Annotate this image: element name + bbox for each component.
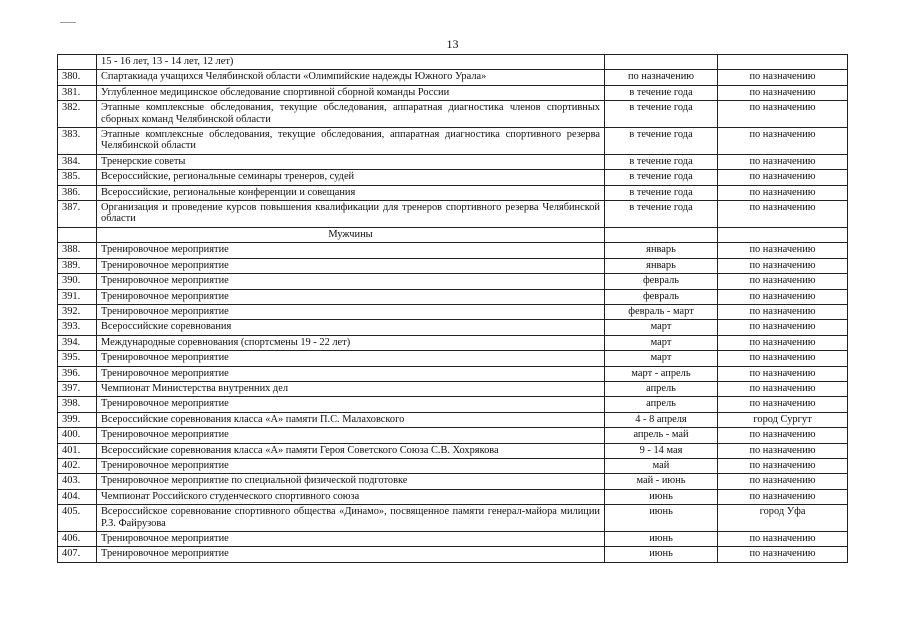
table-row [58, 154, 848, 169]
row-number: 394. [58, 335, 97, 350]
event-name: Тренерские советы [97, 154, 605, 169]
row-number: 406. [58, 532, 97, 547]
table-row [58, 258, 848, 273]
row-number: 393. [58, 320, 97, 335]
event-name: Тренировочное мероприятие [97, 428, 605, 443]
event-name: Тренировочное мероприятие [97, 547, 605, 562]
event-location: по назначению [718, 258, 848, 273]
event-location: по назначению [718, 351, 848, 366]
event-dates: июнь [605, 532, 718, 547]
event-location: по назначению [718, 458, 848, 473]
event-name: Тренировочное мероприятие [97, 366, 605, 381]
row-number: 392. [58, 304, 97, 319]
table-row [58, 381, 848, 396]
row-number: 382. [58, 101, 97, 128]
table-row [58, 85, 848, 100]
table-row [58, 397, 848, 412]
section-row [58, 227, 848, 242]
event-location: по назначению [718, 154, 848, 169]
event-location [718, 55, 848, 70]
event-location: по назначению [718, 201, 848, 228]
event-dates: в течение года [605, 85, 718, 100]
event-name: Всероссийские, региональные семинары тренеров, судей [97, 170, 605, 185]
row-number: 390. [58, 274, 97, 289]
table-row [58, 443, 848, 458]
event-name: Тренировочное мероприятие [97, 351, 605, 366]
row-number: 400. [58, 428, 97, 443]
event-location: по назначению [718, 70, 848, 85]
row-number: 386. [58, 185, 97, 200]
event-location: по назначению [718, 335, 848, 350]
event-dates: июнь [605, 505, 718, 532]
event-name: Международные соревнования (спортсмены 19 - 22 лет) [97, 335, 605, 350]
row-number: 388. [58, 243, 97, 258]
event-name: Тренировочное мероприятие [97, 289, 605, 304]
row-number: 391. [58, 289, 97, 304]
event-location: по назначению [718, 381, 848, 396]
event-name: Тренировочное мероприятие [97, 458, 605, 473]
event-name: Тренировочное мероприятие [97, 532, 605, 547]
table-row [58, 289, 848, 304]
event-dates: апрель [605, 381, 718, 396]
event-name: Тренировочное мероприятие [97, 274, 605, 289]
row-number [58, 227, 97, 242]
row-number: 407. [58, 547, 97, 562]
table-row [58, 243, 848, 258]
event-name: Тренировочное мероприятие [97, 243, 605, 258]
event-location: по назначению [718, 243, 848, 258]
event-name: Тренировочное мероприятие [97, 258, 605, 273]
event-name: Этапные комплексные обследования, текущие обследования, аппаратная диагностика членов спортивных сборных команд Челябинской области [97, 101, 605, 128]
event-location: по назначению [718, 185, 848, 200]
event-name: Тренировочное мероприятие [97, 397, 605, 412]
event-dates: по назначению [605, 70, 718, 85]
event-dates: март [605, 320, 718, 335]
event-name: Организация и проведение курсов повышения квалификации для тренеров спортивного резерва Челябинской области [97, 201, 605, 228]
table-row [58, 274, 848, 289]
table-row [58, 489, 848, 504]
table-row [58, 335, 848, 350]
row-number: 401. [58, 443, 97, 458]
row-number: 383. [58, 128, 97, 155]
event-dates: 4 - 8 апреля [605, 412, 718, 427]
event-dates: июнь [605, 547, 718, 562]
event-location [718, 227, 848, 242]
table-row [58, 170, 848, 185]
event-dates: март [605, 351, 718, 366]
table-row [58, 366, 848, 381]
event-name: Этапные комплексные обследования, текущие обследования, аппаратная диагностика спортивного резерва Челябинской области [97, 128, 605, 155]
continuation-row [58, 55, 848, 70]
event-name: Спартакиада учащихся Челябинской области «Олимпийские надежды Южного Урала» [97, 70, 605, 85]
event-dates [605, 227, 718, 242]
event-name: Чемпионат Министерства внутренних дел [97, 381, 605, 396]
row-number: 389. [58, 258, 97, 273]
event-name: Всероссийское соревнование спортивного общества «Динамо», посвященное памяти генерал-майора милиции Р.З. Файрузова [97, 505, 605, 532]
event-location: по назначению [718, 547, 848, 562]
row-number [58, 55, 97, 70]
row-number: 396. [58, 366, 97, 381]
table-row [58, 532, 848, 547]
event-location: по назначению [718, 474, 848, 489]
event-dates: в течение года [605, 154, 718, 169]
event-dates: март - апрель [605, 366, 718, 381]
table-row [58, 185, 848, 200]
corner-mark [60, 22, 76, 23]
page-number: 13 [446, 37, 459, 51]
table-row [58, 458, 848, 473]
event-location: по назначению [718, 397, 848, 412]
table-row [58, 128, 848, 155]
event-dates: январь [605, 243, 718, 258]
event-name: Чемпионат Российского студенческого спортивного союза [97, 489, 605, 504]
row-number: 398. [58, 397, 97, 412]
event-location: по назначению [718, 128, 848, 155]
table-row [58, 70, 848, 85]
table-row [58, 320, 848, 335]
event-name: Тренировочное мероприятие [97, 304, 605, 319]
event-location: по назначению [718, 320, 848, 335]
event-name: Углубленное медицинское обследование спортивной сборной команды России [97, 85, 605, 100]
event-dates: май - июнь [605, 474, 718, 489]
table-row [58, 201, 848, 228]
table-row [58, 351, 848, 366]
event-location: по назначению [718, 85, 848, 100]
event-dates: в течение года [605, 101, 718, 128]
event-dates: в течение года [605, 185, 718, 200]
event-location: город Уфа [718, 505, 848, 532]
event-dates: февраль [605, 289, 718, 304]
table-row [58, 428, 848, 443]
event-dates [605, 55, 718, 70]
event-location: по назначению [718, 101, 848, 128]
row-number: 403. [58, 474, 97, 489]
event-dates: в течение года [605, 170, 718, 185]
event-location: по назначению [718, 443, 848, 458]
event-name: Всероссийские соревнования класса «А» памяти Героя Советского Союза С.В. Хохрякова [97, 443, 605, 458]
row-number: 387. [58, 201, 97, 228]
event-location: по назначению [718, 170, 848, 185]
event-location: по назначению [718, 489, 848, 504]
events-table [57, 54, 848, 563]
table-row [58, 474, 848, 489]
table-row [58, 547, 848, 562]
event-dates: июнь [605, 489, 718, 504]
event-name: Всероссийские соревнования [97, 320, 605, 335]
event-location: по назначению [718, 289, 848, 304]
event-dates: в течение года [605, 201, 718, 228]
event-name: Всероссийские, региональные конференции и совещания [97, 185, 605, 200]
event-dates: май [605, 458, 718, 473]
section-title: Мужчины [97, 227, 605, 242]
row-number: 380. [58, 70, 97, 85]
table-row [58, 412, 848, 427]
event-dates: 9 - 14 мая [605, 443, 718, 458]
table-row [58, 304, 848, 319]
table-row [58, 101, 848, 128]
rows-before [58, 55, 848, 228]
event-dates: февраль [605, 274, 718, 289]
row-number: 405. [58, 505, 97, 532]
event-dates: февраль - март [605, 304, 718, 319]
event-location: по назначению [718, 366, 848, 381]
event-dates: апрель - май [605, 428, 718, 443]
rows-after [58, 243, 848, 563]
event-name: Тренировочное мероприятие по специальной физической подготовке [97, 474, 605, 489]
row-number: 399. [58, 412, 97, 427]
event-dates: январь [605, 258, 718, 273]
event-location: город Сургут [718, 412, 848, 427]
event-location: по назначению [718, 428, 848, 443]
row-number: 385. [58, 170, 97, 185]
row-number: 395. [58, 351, 97, 366]
row-number: 384. [58, 154, 97, 169]
event-location: по назначению [718, 304, 848, 319]
event-location: по назначению [718, 274, 848, 289]
event-name: 15 - 16 лет, 13 - 14 лет, 12 лет) [97, 55, 605, 70]
event-name: Всероссийские соревнования класса «А» памяти П.С. Малаховского [97, 412, 605, 427]
event-dates: в течение года [605, 128, 718, 155]
row-number: 397. [58, 381, 97, 396]
table-row [58, 505, 848, 532]
section-block [58, 227, 848, 242]
row-number: 404. [58, 489, 97, 504]
row-number: 402. [58, 458, 97, 473]
event-dates: апрель [605, 397, 718, 412]
event-location: по назначению [718, 532, 848, 547]
row-number: 381. [58, 85, 97, 100]
event-dates: март [605, 335, 718, 350]
